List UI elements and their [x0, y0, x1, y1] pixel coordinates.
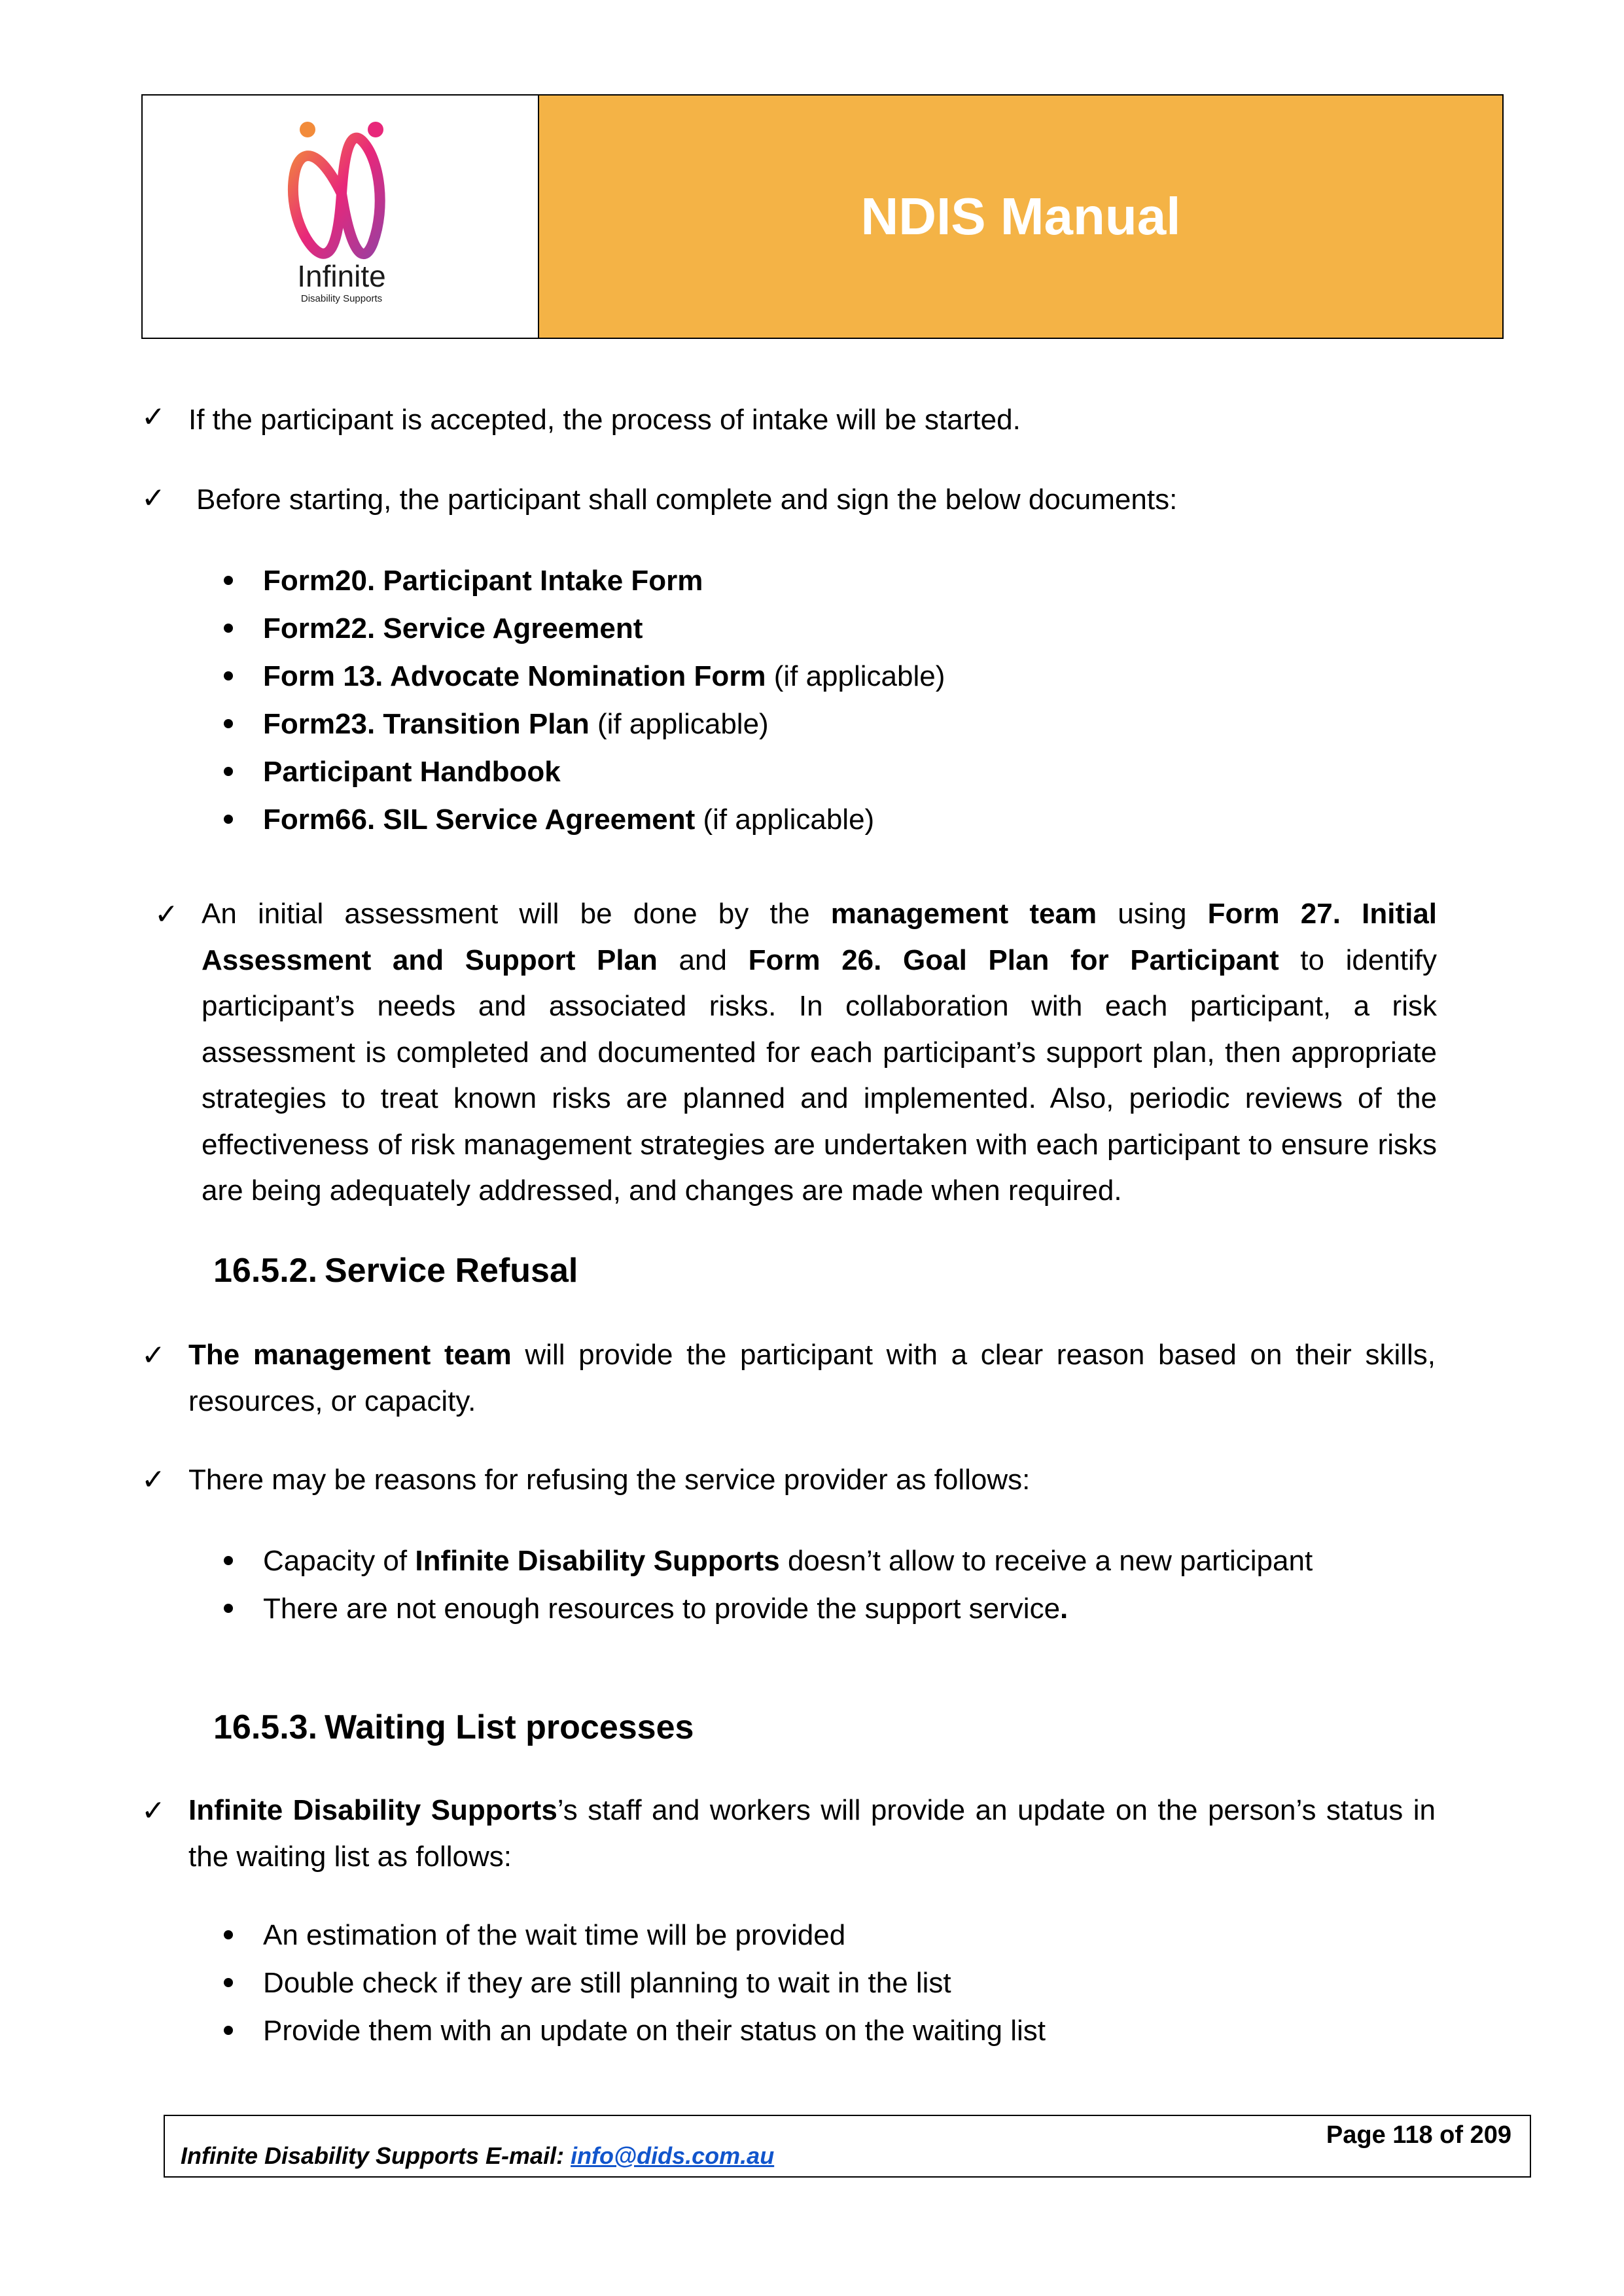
list-item	[263, 1538, 1313, 1585]
check-icon: ✓	[141, 1795, 166, 1827]
manual-title: NDIS Manual	[539, 96, 1502, 338]
section-heading	[213, 1704, 694, 1751]
document-name: Participant Handbook	[263, 756, 561, 788]
documents-intro-text: Before starting, the participant shall complete and sign the below documents:	[196, 484, 1178, 516]
list-item: Provide them with an update on their status on the waiting list	[263, 2007, 1046, 2055]
refusal-reason-paragraph	[188, 1332, 1436, 1424]
text-bold: Infinite Disability Supports	[415, 1545, 780, 1577]
page-number: Page 118 of 209	[1326, 2121, 1511, 2149]
text-run: will provide the participant with a clear reason based on their skills, resources, or capacity.	[188, 1339, 1436, 1417]
list-item: An estimation of the wait time will be provided	[263, 1912, 845, 1959]
list-item	[263, 1585, 1068, 1633]
document-name: Form23. Transition Plan	[263, 708, 590, 740]
document-name: Form 13. Advocate Nomination Form	[263, 660, 766, 692]
check-icon: ✓	[141, 401, 166, 433]
list-item	[263, 557, 703, 605]
document-note: (if applicable)	[695, 804, 875, 836]
document-name: Form20. Participant Intake Form	[263, 565, 703, 597]
assessment-paragraph	[202, 891, 1437, 1214]
text-run: and	[657, 944, 749, 976]
section-title: Waiting List processes	[325, 1708, 694, 1746]
list-item: Double check if they are still planning to wait in the list	[263, 1960, 951, 2007]
text-bold: Form 27. Initial Assessment and Support Plan	[202, 898, 1438, 976]
text-bold: .	[1060, 1593, 1068, 1625]
footer-contact	[181, 2142, 774, 2170]
list-item	[263, 701, 769, 748]
list-item	[263, 605, 643, 652]
text-run: doesn’t allow to receive a new participant	[779, 1545, 1313, 1577]
section-heading	[213, 1247, 578, 1294]
refusal-list-intro: There may be reasons for refusing the service provider as follows:	[188, 1464, 1031, 1496]
list-item	[263, 653, 945, 700]
section-number: 16.5.3.	[213, 1708, 318, 1746]
footer-company: Infinite Disability Supports E-mail:	[181, 2142, 571, 2169]
section-title: Service Refusal	[325, 1252, 578, 1290]
logo-subtitle: Disability Supports	[300, 293, 383, 304]
page-footer	[164, 2115, 1531, 2178]
text-run: to identify participant’s needs and associated risks. In collaboration with each participant, a risk assessment is completed and documented for each participant’s support plan, then appropriate strategies to treat known risks are planned and implemented. Also, periodic reviews of the effectiveness of risk management strategies are undertaken with each participant to ensure risks are being adequately addressed, and changes are made when required.	[202, 944, 1437, 1207]
text-bold: Infinite Disability Supports	[188, 1794, 557, 1826]
text-bold: management team	[830, 898, 1097, 930]
intake-start-text: If the participant is accepted, the process of intake will be started.	[188, 404, 1021, 436]
logo-wordmark: Infinite	[297, 259, 386, 293]
document-name: Form66. SIL Service Agreement	[263, 804, 696, 836]
text-run: ’s staff and workers will provide an update on the person’s status in the waiting list as follows:	[188, 1794, 1436, 1873]
text-run: There are not enough resources to provide the support service	[263, 1593, 1061, 1625]
check-icon: ✓	[141, 1464, 166, 1496]
text-run: using	[1097, 898, 1208, 930]
document-name: Form22. Service Agreement	[263, 612, 643, 645]
text-run: Capacity of	[263, 1545, 415, 1577]
list-item	[263, 749, 561, 796]
text-bold: Form 26. Goal Plan for Participant	[748, 944, 1279, 976]
waiting-status-paragraph	[188, 1788, 1436, 1880]
email-link[interactable]: info@dids.com.au	[571, 2142, 775, 2169]
check-icon: ✓	[141, 1339, 166, 1371]
text-run: An initial assessment will be done by the	[202, 898, 831, 930]
check-icon: ✓	[141, 482, 166, 514]
section-number: 16.5.2.	[213, 1252, 318, 1290]
text-bold: The management team	[188, 1339, 512, 1371]
document-note: (if applicable)	[766, 660, 945, 692]
document-note: (if applicable)	[589, 708, 769, 740]
check-icon: ✓	[154, 898, 179, 930]
list-item	[263, 796, 874, 843]
